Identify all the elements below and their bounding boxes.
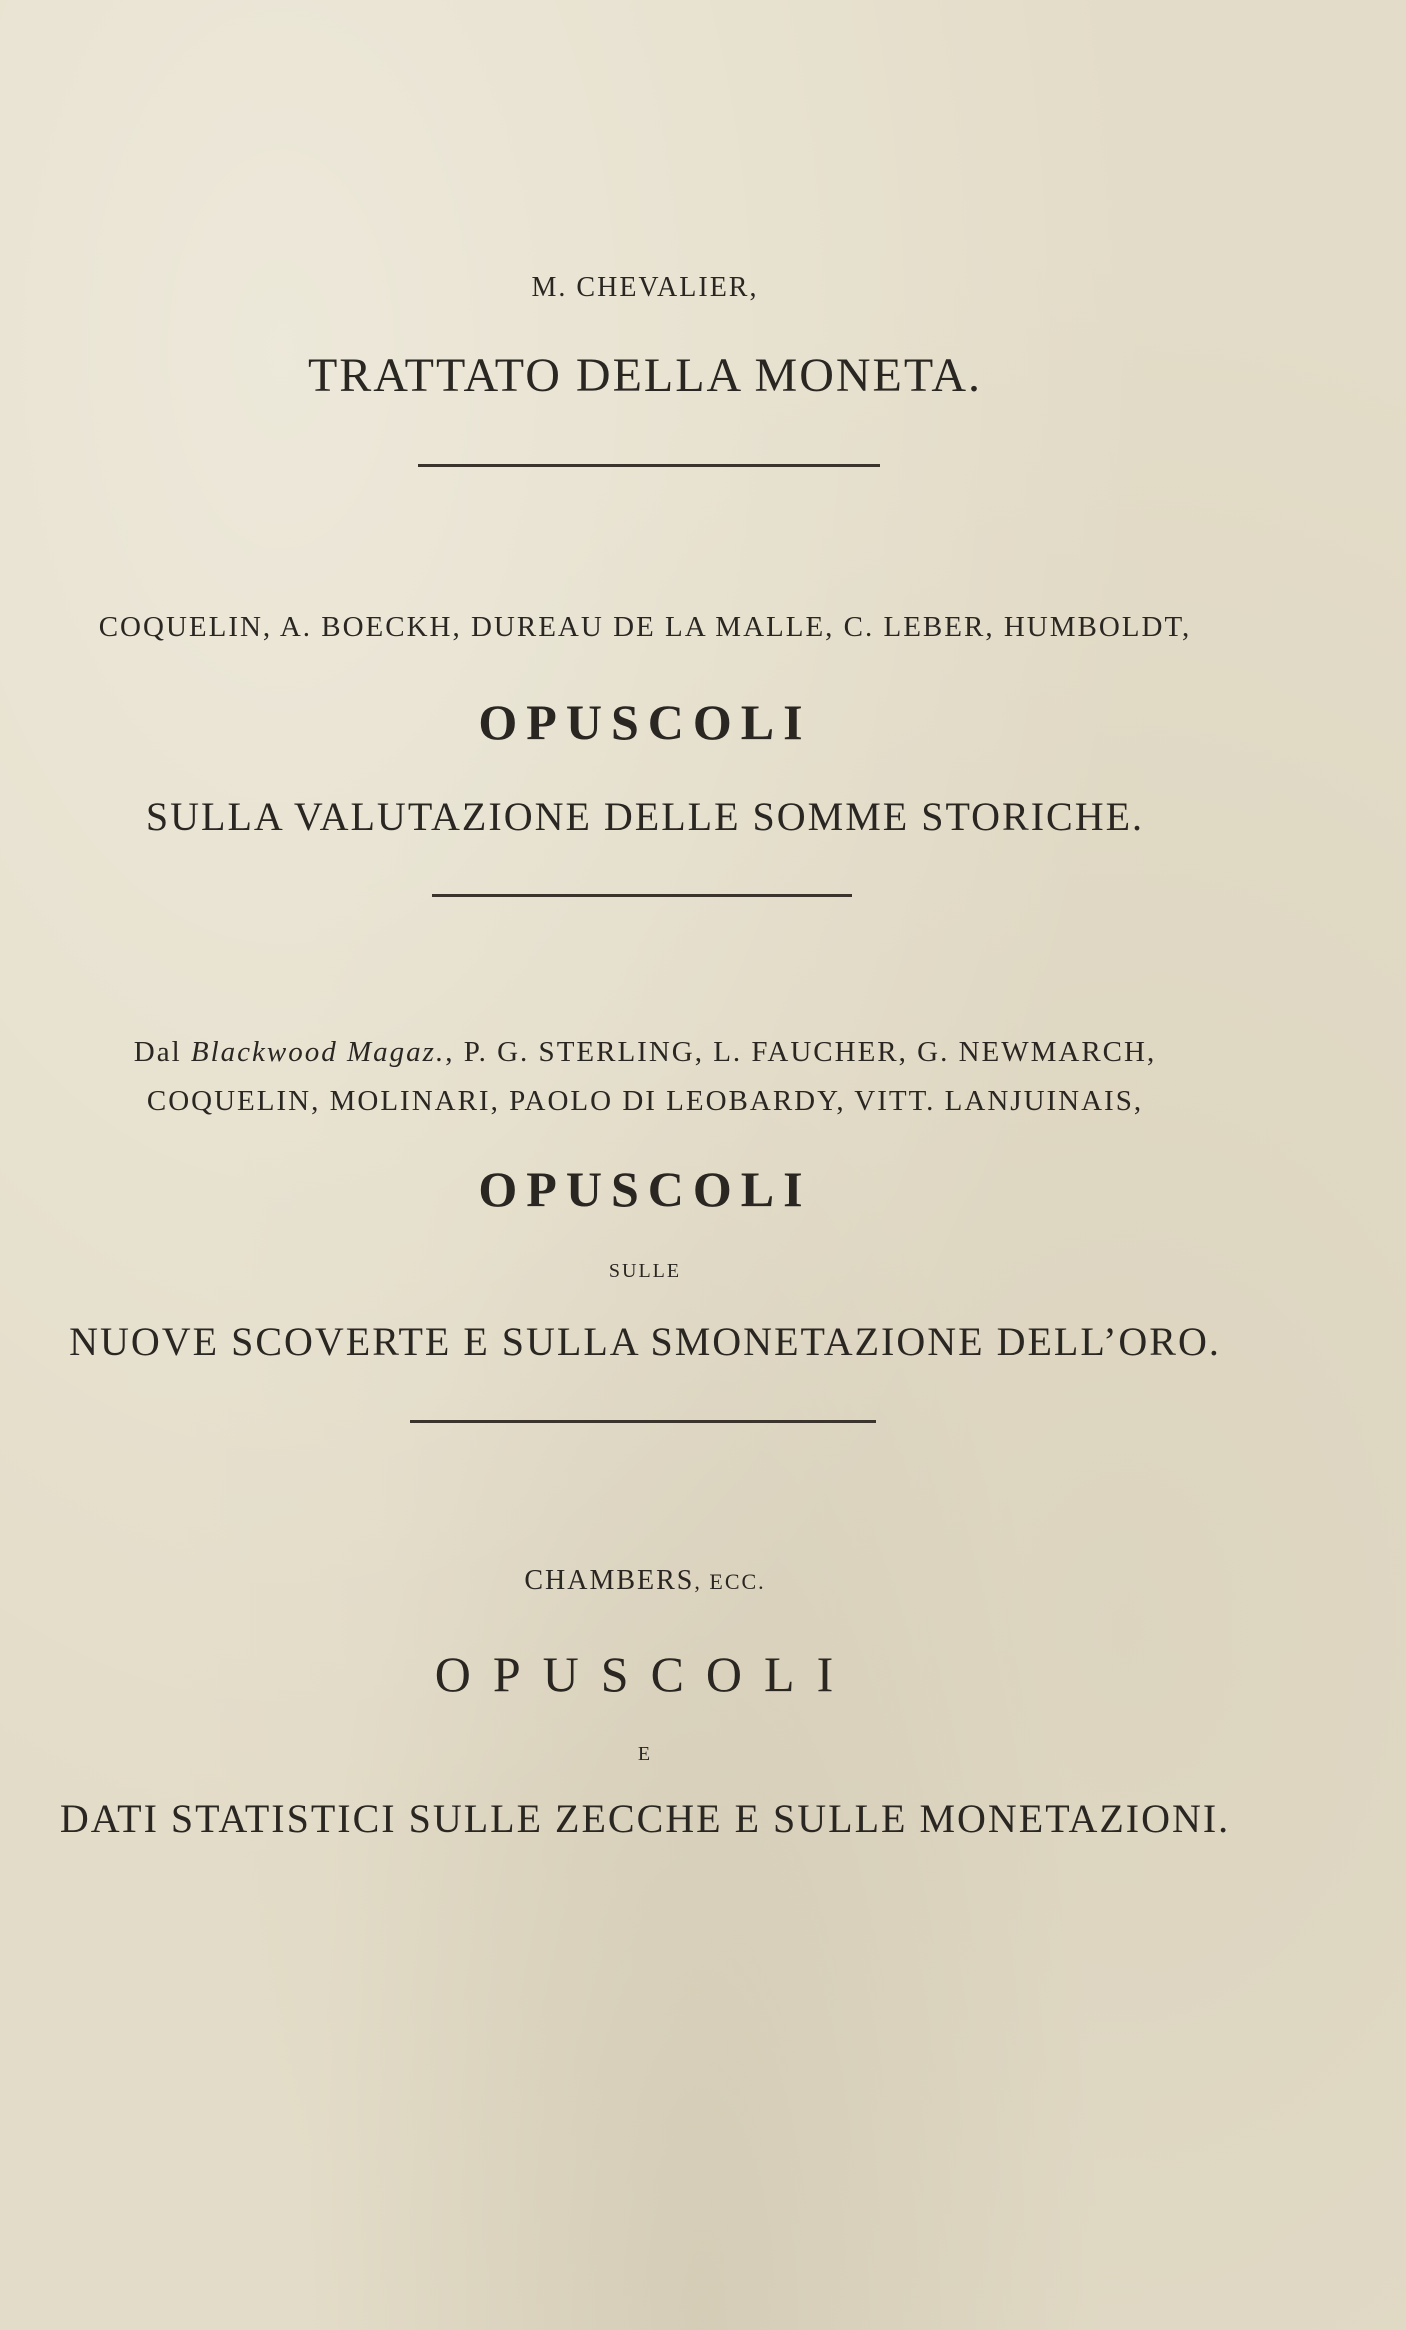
section-divider-2: [432, 894, 852, 897]
section2-heading: OPUSCOLI: [478, 694, 812, 750]
section3-authors-journal: Blackwood Magaz.: [190, 1036, 446, 1068]
section3-subtitle: NUOVE SCOVERTE E SULLA SMONETAZIONE DELL’ORO.: [69, 1319, 1221, 1364]
section3-authors-line1: [0, 1036, 1290, 1069]
section1-author: M. CHEVALIER,: [531, 272, 759, 303]
section3-heading: OPUSCOLI: [478, 1161, 812, 1217]
section-divider-1: [418, 464, 880, 467]
section2-authors: COQUELIN, A. BOECKH, DUREAU DE LA MALLE, C. LEBER, HUMBOLDT,: [98, 611, 1192, 643]
section3-authors-prefix: Dal: [133, 1036, 191, 1068]
section4-author-line: [0, 1565, 1290, 1597]
section4-author: CHAMBERS: [524, 1565, 695, 1596]
section1-title: TRATTATO DELLA MONETA.: [307, 349, 983, 402]
section4-author-suffix: , ECC.: [694, 1569, 766, 1594]
section4-connector: E: [637, 1743, 653, 1765]
section3-authors-rest: , P. G. STERLING, L. FAUCHER, G. NEWMARCH,: [445, 1036, 1157, 1068]
section-divider-3: [410, 1420, 876, 1423]
section3-authors-line2: COQUELIN, MOLINARI, PAOLO DI LEOBARDY, VITT. LANJUINAIS,: [146, 1085, 1144, 1117]
section4-heading: OPUSCOLI: [434, 1646, 856, 1702]
section2-subtitle: SULLA VALUTAZIONE DELLE SOMME STORICHE.: [145, 794, 1145, 839]
section3-connector: SULLE: [608, 1260, 682, 1282]
section4-subtitle: DATI STATISTICI SULLE ZECCHE E SULLE MONETAZIONI.: [59, 1796, 1231, 1841]
